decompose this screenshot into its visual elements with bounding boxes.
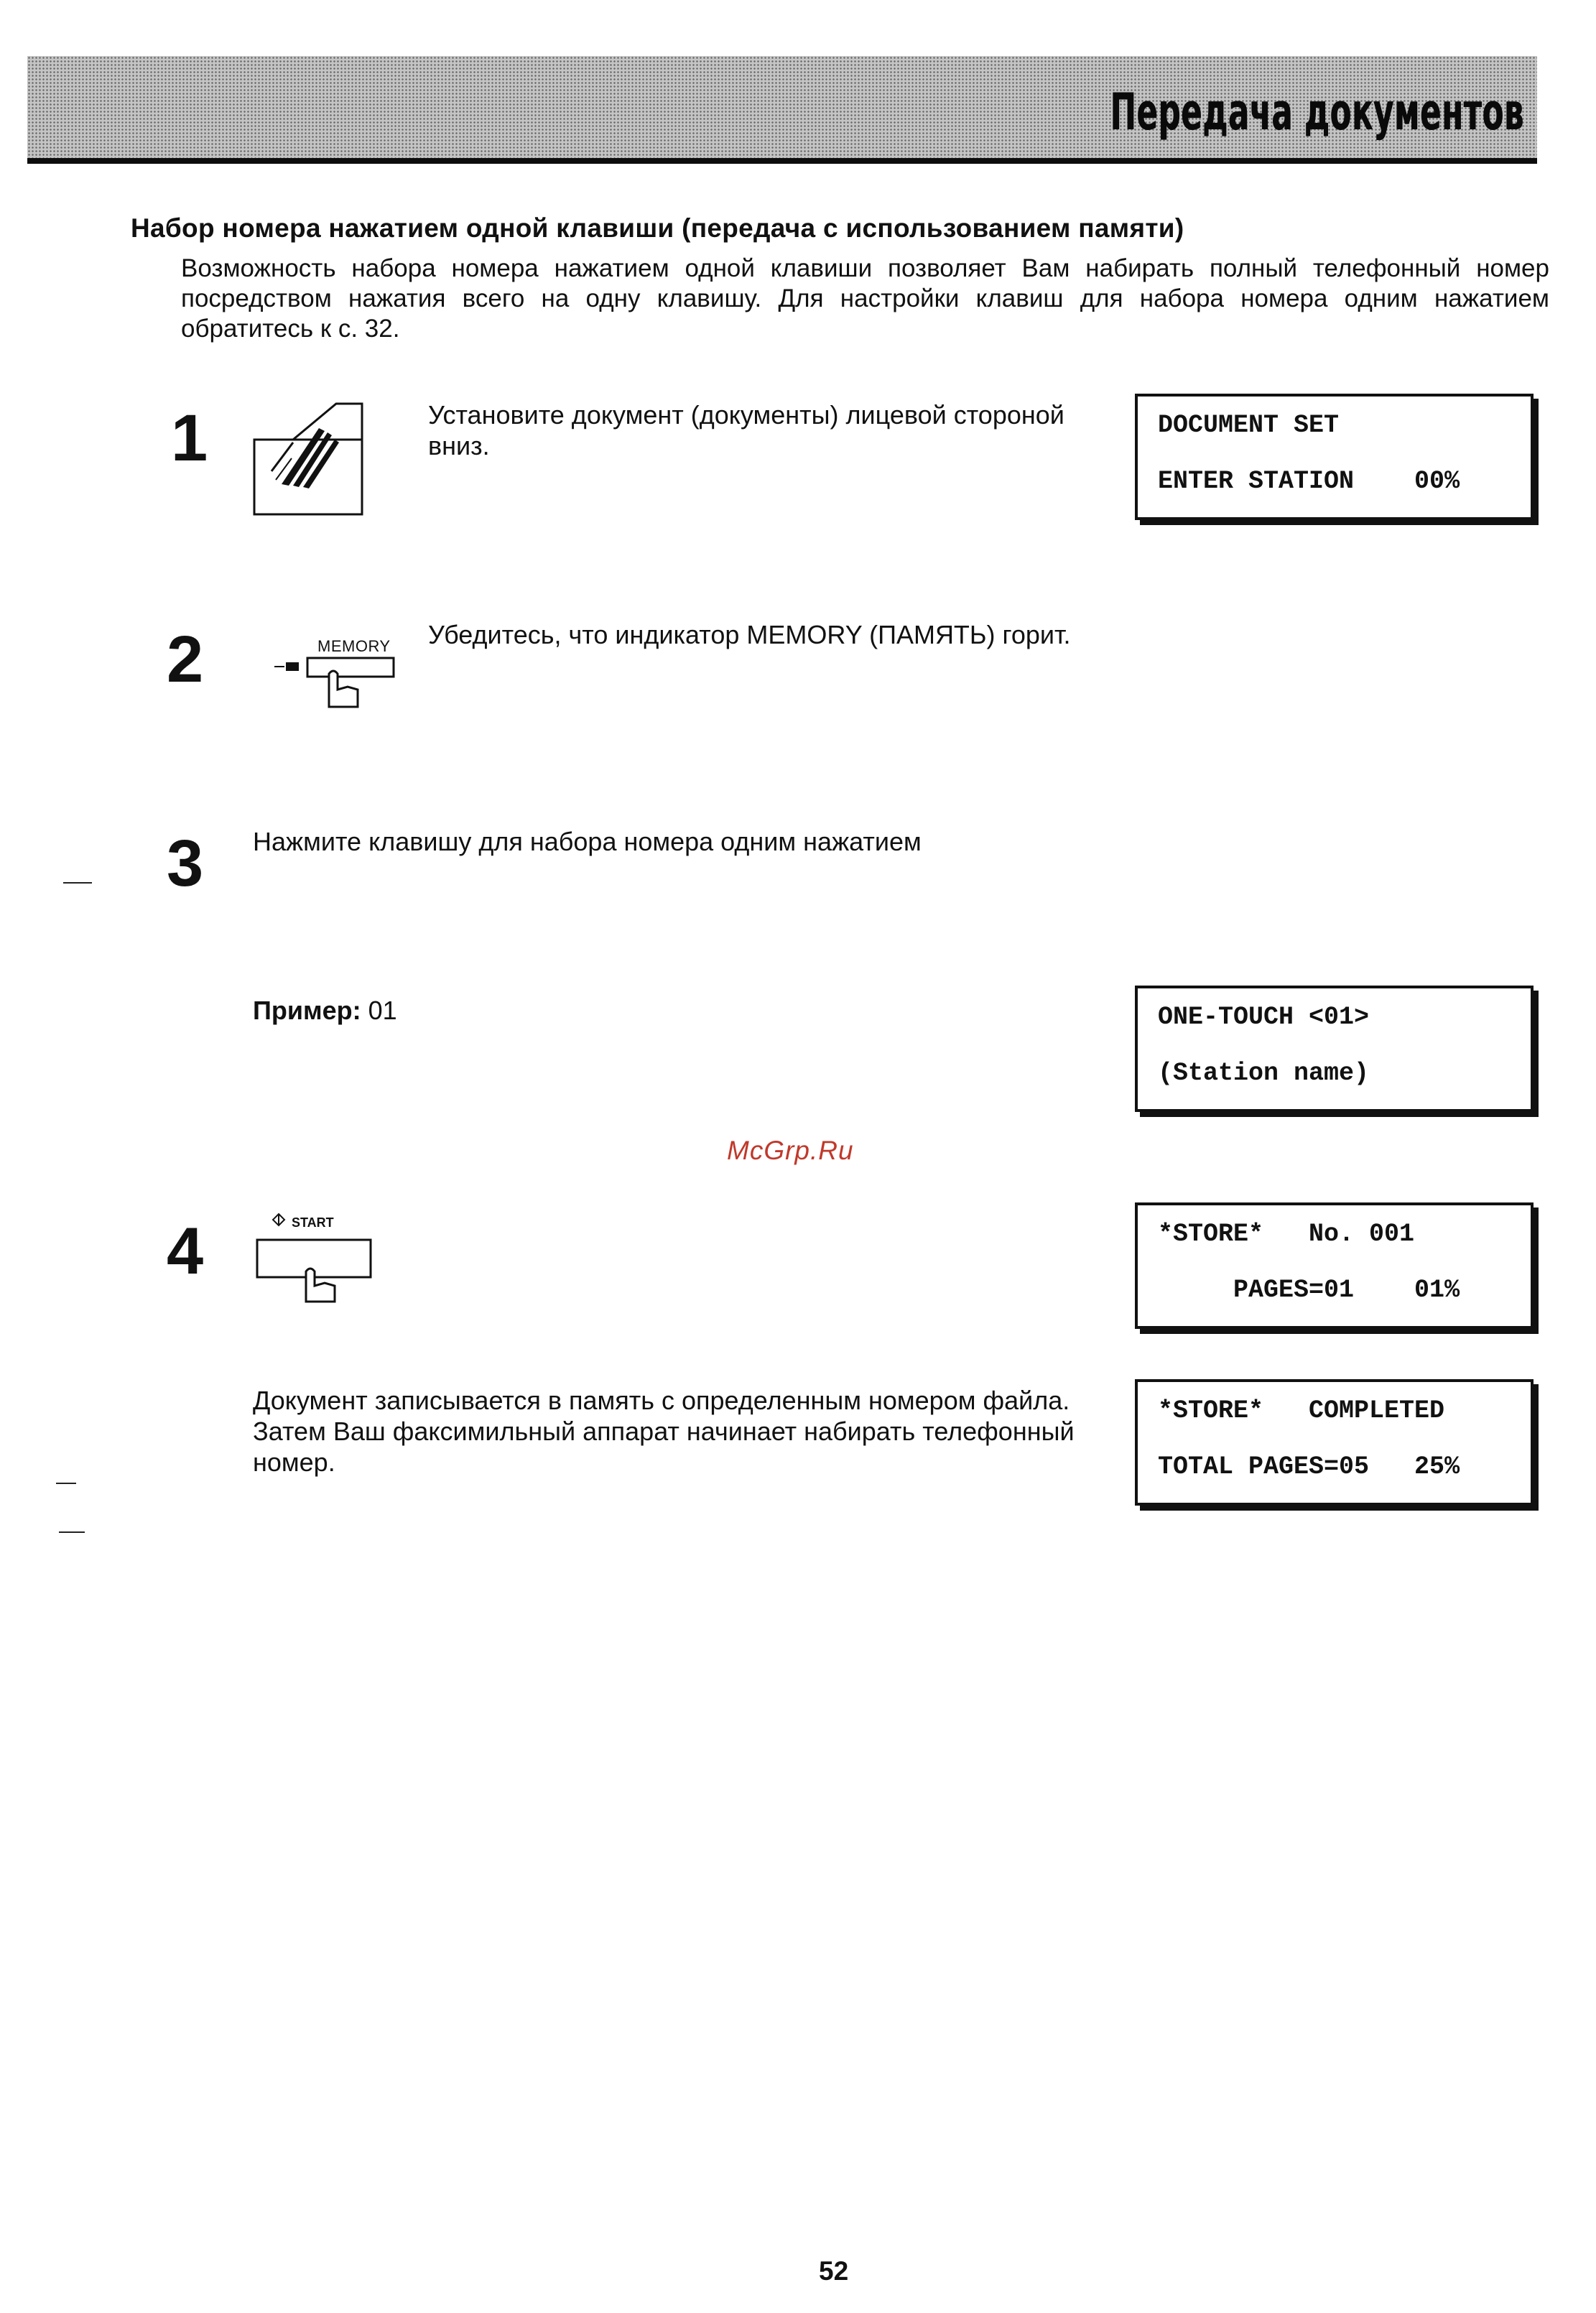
lcd-line-1: *STORE* No. 001 xyxy=(1158,1220,1415,1248)
lcd-line-1: *STORE* COMPLETED xyxy=(1158,1396,1445,1425)
header-title: Передача документов xyxy=(1110,83,1524,142)
lcd-display-step-3 xyxy=(1135,986,1534,1112)
example-line xyxy=(253,995,397,1026)
step-2-number: 2 xyxy=(167,623,204,696)
start-key-icon xyxy=(253,1211,376,1304)
example-value: 01 xyxy=(368,996,397,1025)
lcd-line-1: ONE-TOUCH <01> xyxy=(1158,1003,1370,1032)
lcd-display-completed xyxy=(1135,1379,1534,1506)
lcd-line-2: TOTAL PAGES=05 25% xyxy=(1158,1452,1460,1481)
document-face-down-icon xyxy=(250,399,371,519)
lcd-display-step-4 xyxy=(1135,1202,1534,1329)
example-label: Пример: xyxy=(253,996,361,1025)
header-band xyxy=(27,56,1537,164)
step-3-text: Нажмите клавишу для набора номера одним нажатием xyxy=(253,827,922,856)
margin-mark xyxy=(59,1531,85,1533)
page-number: 52 xyxy=(819,2256,849,2286)
step-2-text: Убедитесь, что индикатор MEMORY (ПАМЯТЬ) горит. xyxy=(428,620,1071,649)
intro-paragraph: Возможность набора номера нажатием одной клавиши позволяет Вам набирать полный телефонный номер посредством нажатия всего на одну клавишу. Для настройки клавиш для набора номера одним нажатием обратитесь к с. 32. xyxy=(181,254,1549,343)
section-title: Набор номера нажатием одной клавиши (передача с использованием памяти) xyxy=(131,213,1184,243)
step-1-number: 1 xyxy=(171,402,208,475)
memory-key-label: MEMORY xyxy=(317,637,391,655)
lcd-line-1: DOCUMENT SET xyxy=(1158,411,1340,440)
memory-key-icon xyxy=(273,638,402,718)
start-key-label: START xyxy=(292,1215,334,1230)
watermark: McGrp.Ru xyxy=(727,1136,854,1165)
step-1-text: Установите документ (документы) лицевой стороной вниз. xyxy=(428,400,1064,460)
lcd-line-2: ENTER STATION 00% xyxy=(1158,467,1460,496)
lcd-line-2: (Station name) xyxy=(1158,1059,1370,1088)
lcd-line-2: PAGES=01 01% xyxy=(1158,1276,1460,1304)
lcd-display-step-1 xyxy=(1135,394,1534,520)
step-4-number: 4 xyxy=(167,1215,204,1288)
step-3-number: 3 xyxy=(167,827,204,900)
step-4-note: Документ записывается в память с определенным номером файла. Затем Ваш факсимильный аппарат начинает набирать телефонный номер. xyxy=(253,1386,1075,1477)
margin-mark xyxy=(56,1483,76,1484)
margin-mark xyxy=(63,882,92,884)
